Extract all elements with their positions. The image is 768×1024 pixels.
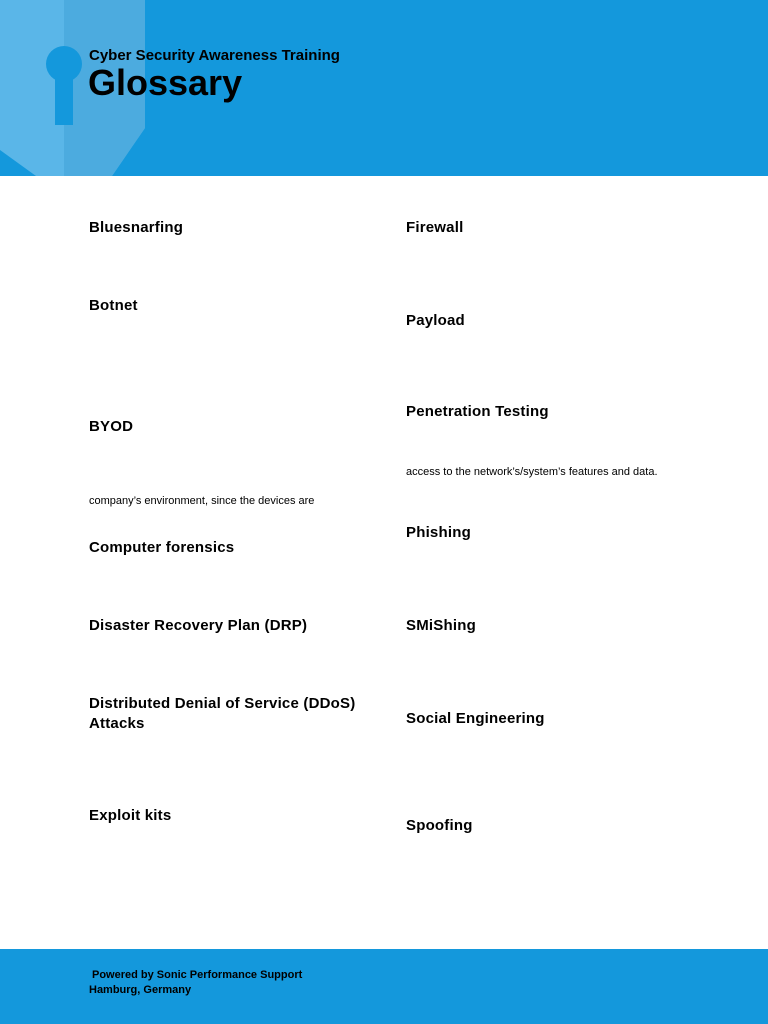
glossary-term: Phishing — [406, 524, 471, 541]
glossary-term: Bluesnarfing — [89, 219, 184, 236]
glossary-term: Spoofing — [406, 817, 473, 834]
page-title: Glossary — [88, 62, 243, 103]
training-subtitle: Cyber Security Awareness Training — [89, 47, 340, 64]
glossary-term: Penetration Testing — [406, 403, 549, 420]
glossary-term: Computer forensics — [89, 539, 235, 556]
glossary-term: Firewall — [406, 219, 464, 236]
footer-location: Hamburg, Germany — [89, 984, 192, 996]
definition-fragment: access to the network’s/system’s features and data. — [406, 466, 658, 478]
glossary-term: Exploit kits — [89, 807, 172, 824]
glossary-term: Botnet — [89, 297, 138, 314]
footer-credit: Powered by Sonic Performance Support — [92, 969, 303, 981]
page-header — [0, 0, 768, 176]
definition-fragment: company’s environment, since the devices are — [89, 495, 315, 507]
page-footer — [0, 949, 768, 1024]
glossary-term: Distributed Denial of Service (DDoS) Attacks — [89, 695, 356, 732]
glossary-term: Payload — [406, 312, 465, 329]
glossary-term: SMiShing — [406, 617, 476, 634]
glossary-term: Disaster Recovery Plan (DRP) — [89, 617, 308, 634]
glossary-term: Social Engineering — [406, 710, 545, 727]
glossary-term: BYOD — [89, 418, 134, 435]
